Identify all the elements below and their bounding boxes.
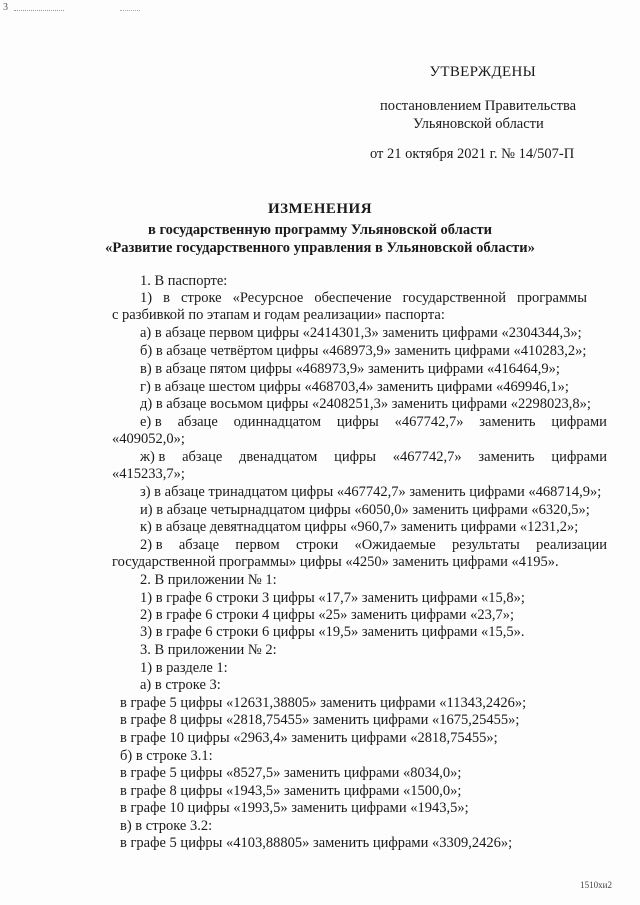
scan-line (120, 10, 140, 11)
approval-heading: УТВЕРЖДЕНЫ (429, 64, 536, 80)
paragraph-line: д) в абзаце восьмом цифры «2408251,3» заменить цифрами «2298023,8»; (140, 396, 591, 412)
decree-date-number: от 21 октября 2021 г. № 14/507-П (370, 146, 575, 162)
paragraph-line: а) в абзаце первом цифры «2414301,3» заменить цифрами «2304344,3»; (140, 325, 582, 341)
paragraph-line: б) в строке 3.1: (120, 748, 213, 764)
paragraph-line: в) в абзаце пятом цифры «468973,9» заменить цифрами «416464,9»; (140, 361, 560, 377)
paragraph-line: 2) в графе 6 строки 4 цифры «25» заменить цифрами «23,7»; (140, 607, 514, 623)
paragraph-line: к) в абзаце девятнадцатом цифры «960,7» заменить цифрами «1231,2»; (140, 519, 579, 535)
paragraph-line-justified: 1) в строке «Ресурсное обеспечение государственной программы (140, 290, 587, 306)
paragraph-line: 2. В приложении № 1: (140, 572, 277, 588)
paragraph-line: в графе 5 цифры «4103,88805» заменить цифрами «3309,2426»; (120, 835, 513, 851)
paragraph-line: а) в строке 3: (140, 677, 221, 693)
paragraph-line: в графе 10 цифры «1993,5» заменить цифрами «1943,5»; (120, 800, 469, 816)
paragraph-line: в) в строке 3.2: (120, 818, 213, 834)
paragraph-line: в графе 5 цифры «8527,5» заменить цифрами «8034,0»; (120, 765, 462, 781)
paragraph-line: государственной программы» цифры «4250» заменить цифрами «4195». (112, 554, 559, 570)
paragraph-line-justified: е) в абзаце одиннадцатом цифры «467742,7» заменить цифрами (140, 414, 607, 430)
decree-line-1: постановлением Правительства (380, 98, 577, 114)
paragraph-line: в графе 5 цифры «12631,38805» заменить цифрами «11343,2426»; (120, 695, 527, 711)
document-code: 1510хи2 (580, 880, 612, 890)
paragraph-line: 3. В приложении № 2: (140, 642, 277, 658)
paragraph-line: 1) в графе 6 строки 3 цифры «17,7» заменить цифрами «15,8»; (140, 590, 525, 606)
paragraph-line-justified: ж) в абзаце двенадцатом цифры «467742,7» заменить цифрами (140, 449, 607, 465)
paragraph-line: и) в абзаце четырнадцатом цифры «6050,0» заменить цифрами «6320,5»; (140, 502, 590, 518)
paragraph-line: з) в абзаце тринадцатом цифры «467742,7» заменить цифрами «468714,9»; (140, 484, 602, 500)
paragraph-line: в графе 8 цифры «1943,5» заменить цифрами «1500,0»; (120, 783, 462, 799)
paragraph-line: «415233,7»; (112, 466, 185, 482)
paragraph-line: «409052,0»; (112, 431, 185, 447)
paragraph-line: в графе 10 цифры «2963,4» заменить цифрами «2818,75455»; (120, 730, 498, 746)
document-subtitle-1: в государственную программу Ульяновской области (147, 222, 492, 238)
document-title: ИЗМЕНЕНИЯ (267, 201, 373, 217)
paragraph-line: 1. В паспорте: (140, 273, 228, 289)
page-corner-mark: 3 (3, 2, 8, 13)
paragraph-line: 3) в графе 6 строки 6 цифры «19,5» заменить цифрами «15,5». (140, 624, 525, 640)
paragraph-line: б) в абзаце четвёртом цифры «468973,9» заменить цифрами «410283,2»; (140, 343, 587, 359)
scan-line (14, 10, 64, 11)
paragraph-line: г) в абзаце шестом цифры «468703,4» заменить цифрами «469946,1»; (140, 379, 569, 395)
paragraph-line: 1) в разделе 1: (140, 660, 228, 676)
document-subtitle-2: «Развитие государственного управления в Ульяновской области» (105, 240, 535, 256)
paragraph-line: с разбивкой по этапам и годам реализации» паспорта: (112, 307, 445, 323)
decree-line-2: Ульяновской области (413, 116, 544, 132)
paragraph-line: в графе 8 цифры «2818,75455» заменить цифрами «1675,25455»; (120, 712, 520, 728)
paragraph-line-justified: 2) в абзаце первом строки «Ожидаемые результаты реализации (140, 537, 607, 553)
